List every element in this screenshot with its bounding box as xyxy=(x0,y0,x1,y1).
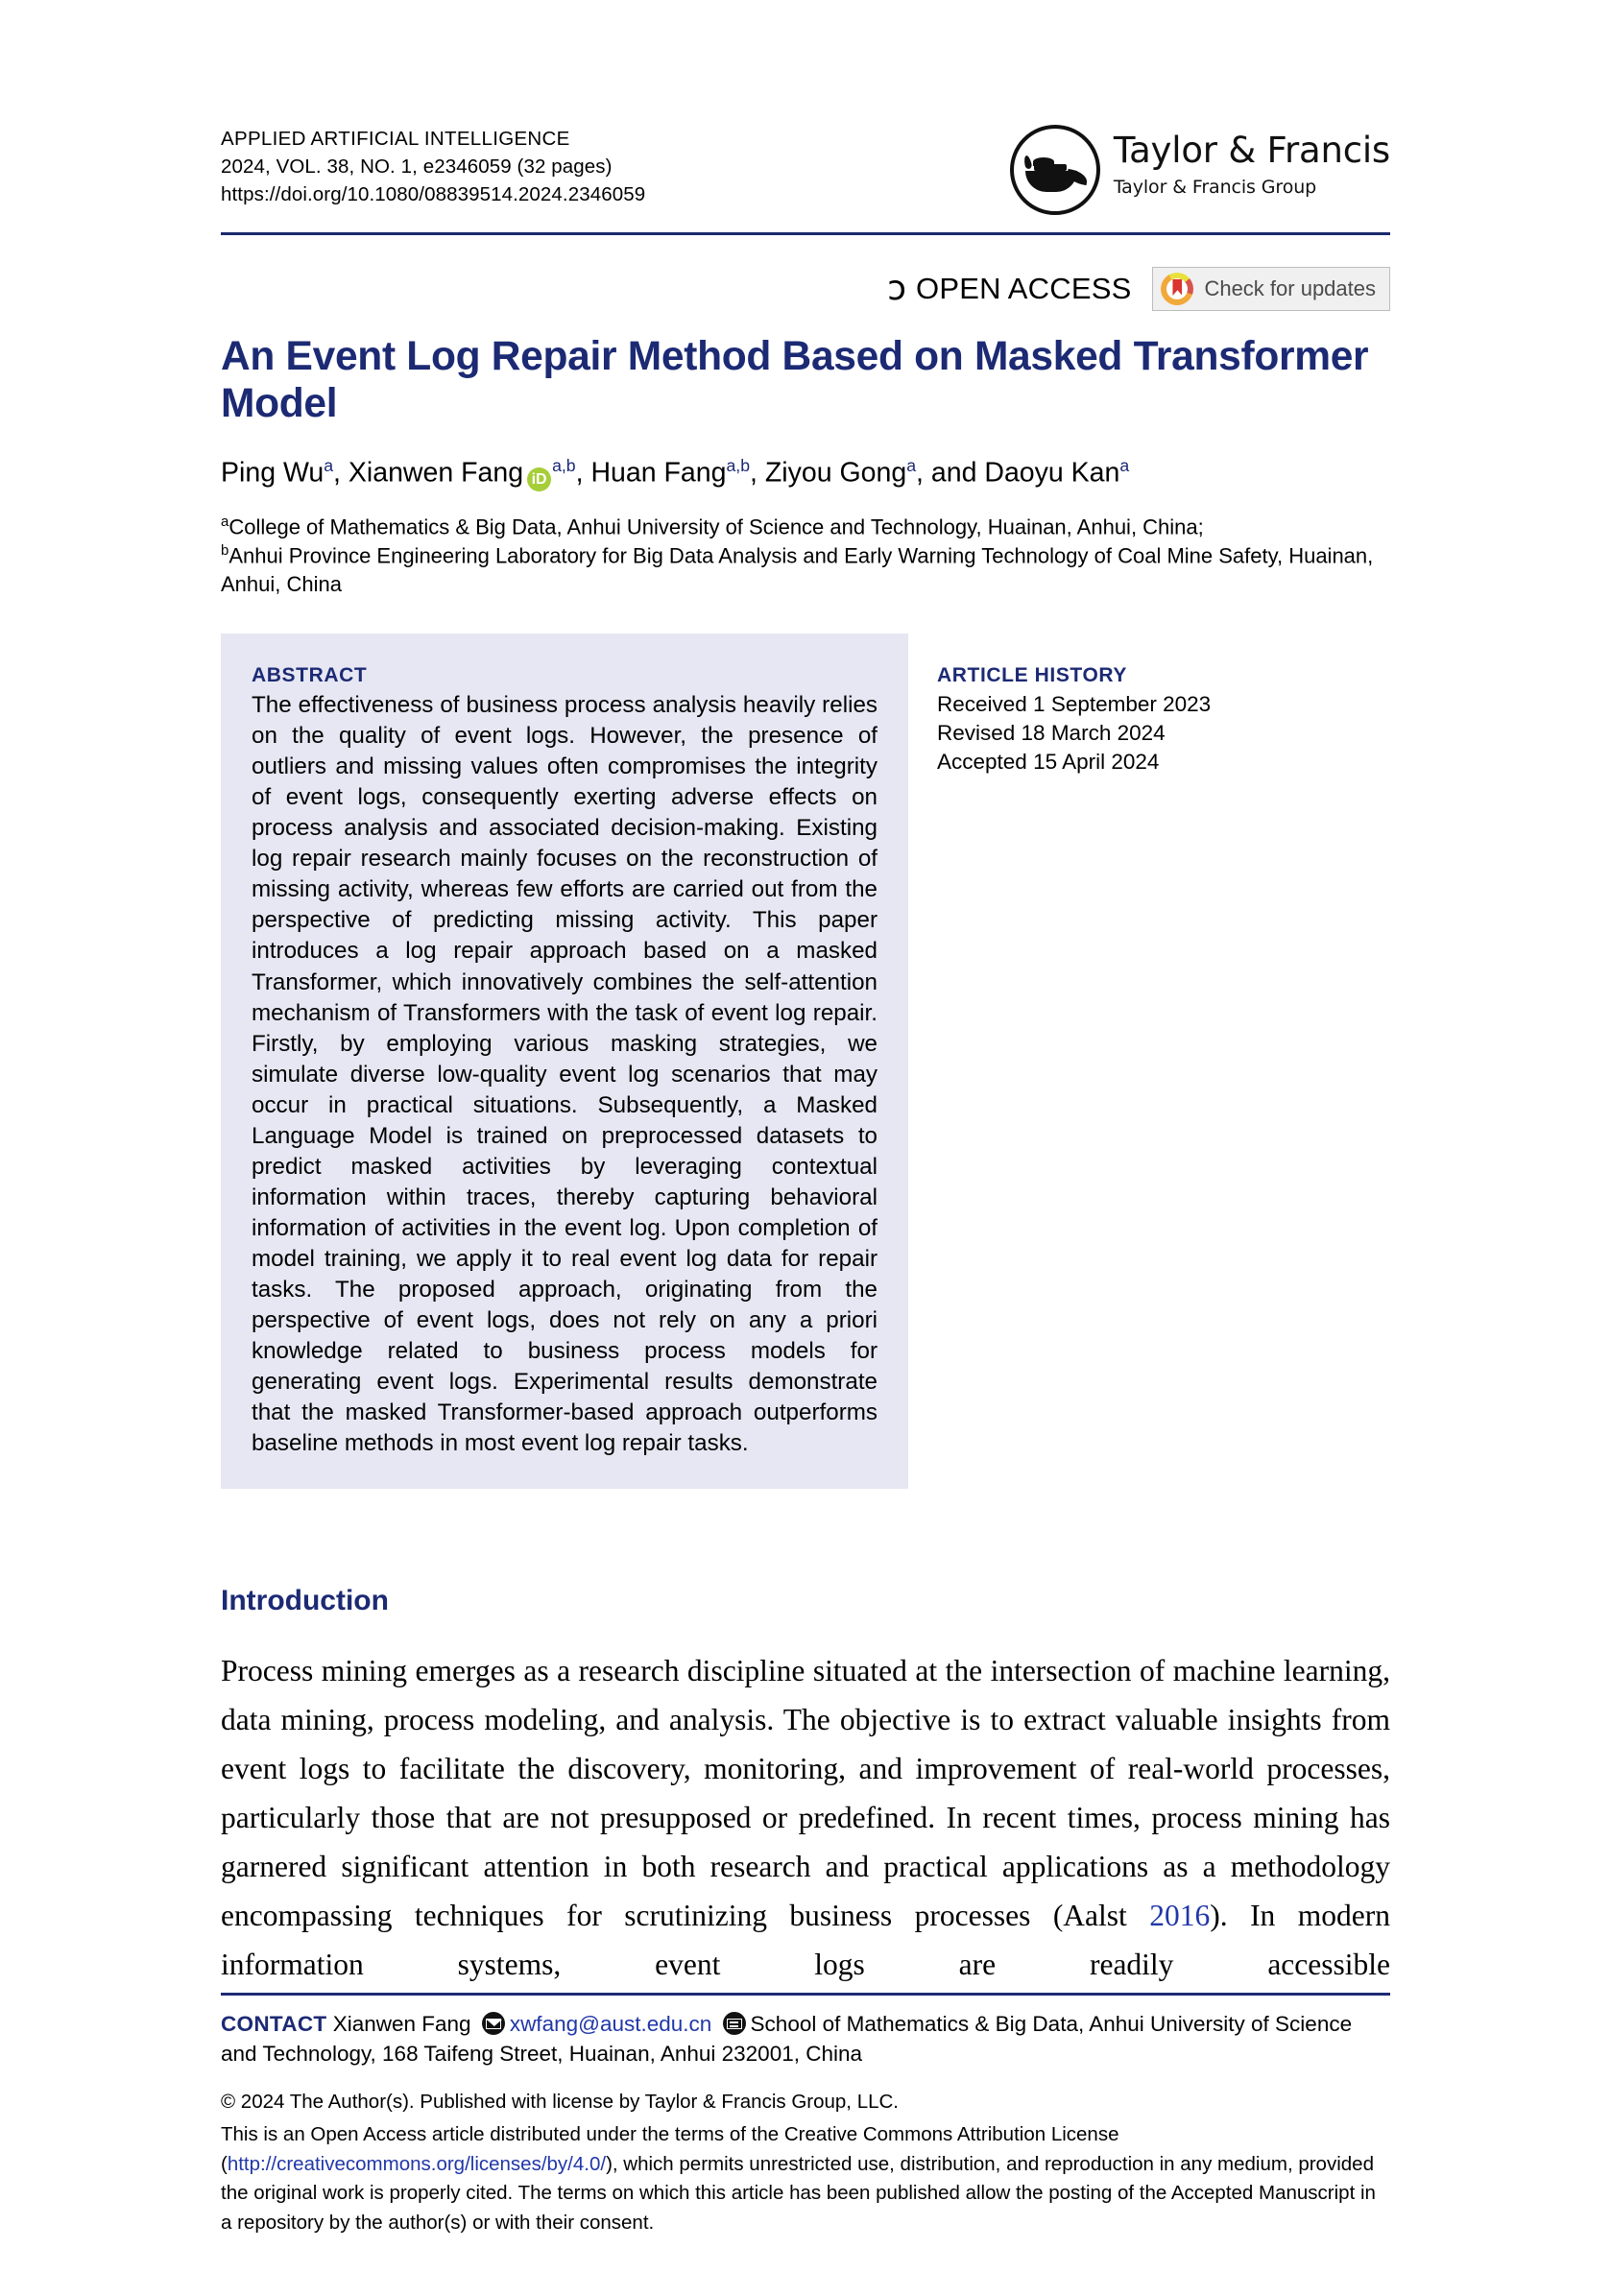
license-text-part1: This is an Open Access article distributed under the terms of the Creative Commons Attribution License ( xyxy=(221,2122,1119,2175)
author-name: Daoyu Kan xyxy=(984,457,1120,489)
publisher-group: Taylor & Francis Group xyxy=(1113,177,1317,198)
affiliation-text: Anhui Province Engineering Laboratory for Big Data Analysis and Early Warning Technology of Coal Mine Safety, Huainan, Anhui, China xyxy=(221,543,1374,597)
open-access-label: OPEN ACCESS xyxy=(916,272,1132,305)
taylor-francis-logo xyxy=(1010,123,1390,215)
citation-link[interactable]: 2016 xyxy=(1149,1898,1211,1932)
page-footer xyxy=(221,1993,1390,2238)
history-revised: Revised 18 March 2024 xyxy=(937,720,1166,745)
affiliation-marker: b xyxy=(221,541,229,559)
journal-info xyxy=(221,123,645,208)
author-list: Ping Wu$^a$, Xianwen Fang iD$^{a,b}$, Huan Fang$^{a,b}$, Ziyou Gong$^a$, and Daoyu Kan$^a$ xyxy=(221,455,1390,491)
affiliation-text: College of Mathematics & Big Data, Anhui University of Science and Technology, Huainan, Anhui, China; xyxy=(228,514,1204,538)
article-history-box xyxy=(908,634,1390,1489)
author-name: Huan Fang xyxy=(590,457,727,489)
masthead-divider xyxy=(221,232,1390,235)
abstract-band xyxy=(221,634,1390,1489)
license-url-link[interactable]: http://creativecommons.org/licenses/by/4.0/ xyxy=(227,2152,607,2175)
author-affil-marker: a,b xyxy=(552,456,576,476)
introduction-heading: Introduction xyxy=(221,1584,389,1616)
abstract-box xyxy=(221,634,908,1489)
crossmark-icon xyxy=(1161,273,1193,305)
page-content xyxy=(221,123,1390,2019)
check-for-updates-label: Check for updates xyxy=(1204,276,1376,300)
author-affil-marker: a xyxy=(1119,456,1130,476)
publisher-wordmark xyxy=(1114,125,1390,198)
affiliations xyxy=(221,513,1390,599)
history-received: Received 1 September 2023 xyxy=(937,691,1212,716)
author-affil-marker: a xyxy=(324,456,334,476)
author-name: Ping Wu xyxy=(221,457,325,489)
intro-text-before-citation: Process mining emerges as a research discipline situated at the intersection of machine learning, data mining, process modeling, and analysis. The objective is to extract valuable insights from event logs to facilitate the discovery, monitoring, and improvement of real-world processes, particularly those that are not presupposed or predefined. In recent times, process mining has garnered significant attention in both research and practical applications as a methodology encompassing techniques for scrutinizing business processes (Aalst xyxy=(221,1653,1390,1932)
authors-connector: and xyxy=(930,457,977,489)
page-title: An Event Log Repair Method Based on Masked Transformer Model xyxy=(221,334,1369,427)
article-history-heading: ARTICLE HISTORY xyxy=(937,663,1128,686)
flame-icon xyxy=(1022,155,1032,169)
contact-name: Xianwen Fang xyxy=(332,2012,471,2036)
author-name: Ziyou Gong xyxy=(764,457,907,489)
open-lock-icon: ɔ xyxy=(887,269,907,308)
abstract-heading: ABSTRACT xyxy=(252,663,368,686)
envelope-icon xyxy=(482,2012,505,2035)
publisher-name: Taylor & Francis xyxy=(1113,130,1390,171)
contact-label: CONTACT xyxy=(221,2012,327,2036)
lamp-icon xyxy=(1010,125,1100,215)
orcid-icon[interactable]: iD xyxy=(527,467,551,491)
issue-line: 2024, VOL. 38, NO. 1, e2346059 (32 pages) xyxy=(221,155,613,179)
abstract-text: The effectiveness of business process analysis heavily relies on the quality of event logs. However, the presence of outliers and missing values often compromises the integrity of event logs, consequently exerting adverse effects on process analysis and associated decision-making. Existing log repair research mainly focuses on the reconstruction of missing activity, whereas few efforts are carried out from the perspective of predicting missing activity. This paper introduces a log repair approach based on a masked Transformer, which innovatively combines the self-attention mechanism of Transformers with the task of event log repair. Firstly, by employing various masking strategies, we simulate diverse low-quality event log scenarios that may occur in practical situations. Subsequently, a Masked Language Model is trained on preprocessed datasets to predict masked activities by leveraging contextual information within traces, thereby capturing behavioral information of activities in the event log. Upon completion of model training, we apply it to real event log data for repair tasks. The proposed approach, originating from the perspective of event logs, does not rely on any a priori knowledge related to business process models for generating event logs. Experimental results demonstrate that the masked Transformer-based approach outperforms baseline methods in most event log repair tasks. xyxy=(252,691,878,1457)
author-affil-marker: a xyxy=(906,456,917,476)
contact-address: School of Mathematics & Big Data, Anhui University of Science and Technology, 168 Taifeng Street, Huainan, Anhui 232001, China xyxy=(221,2012,1353,2067)
copyright-text: © 2024 The Author(s). Published with license by Taylor & Francis Group, LLC. xyxy=(221,2091,899,2114)
author-name: Xianwen Fang xyxy=(348,457,524,489)
introduction-paragraph xyxy=(221,1646,1390,1989)
author-affil-marker: a,b xyxy=(726,456,751,476)
doi-link[interactable]: https://doi.org/10.1080/08839514.2024.2346059 xyxy=(221,183,646,206)
check-for-updates-button[interactable] xyxy=(1152,267,1390,311)
history-accepted: Accepted 15 April 2024 xyxy=(937,749,1160,774)
address-card-icon xyxy=(723,2012,746,2035)
journal-name: APPLIED ARTIFICIAL INTELLIGENCE xyxy=(221,128,570,150)
affiliation-marker: a xyxy=(221,513,229,530)
footer-divider xyxy=(221,1993,1390,1996)
contact-email-link[interactable]: xwfang@aust.edu.cn xyxy=(509,2012,712,2036)
license-text-part2: ), which permits unrestricted use, distribution, and reproduction in any medium, provided the original work is properly cited. The terms on which this article has been published allow the posting of the Accepted Manuscript in a repository by the author(s) or with their consent. xyxy=(221,2152,1376,2235)
masthead xyxy=(221,123,1390,227)
contact-line xyxy=(221,2009,1390,2069)
open-access-row xyxy=(221,266,1390,312)
intro-text-after-citation: ). In modern information systems, event logs are readily accessible xyxy=(221,1898,1390,1981)
license-text xyxy=(221,2120,1390,2238)
